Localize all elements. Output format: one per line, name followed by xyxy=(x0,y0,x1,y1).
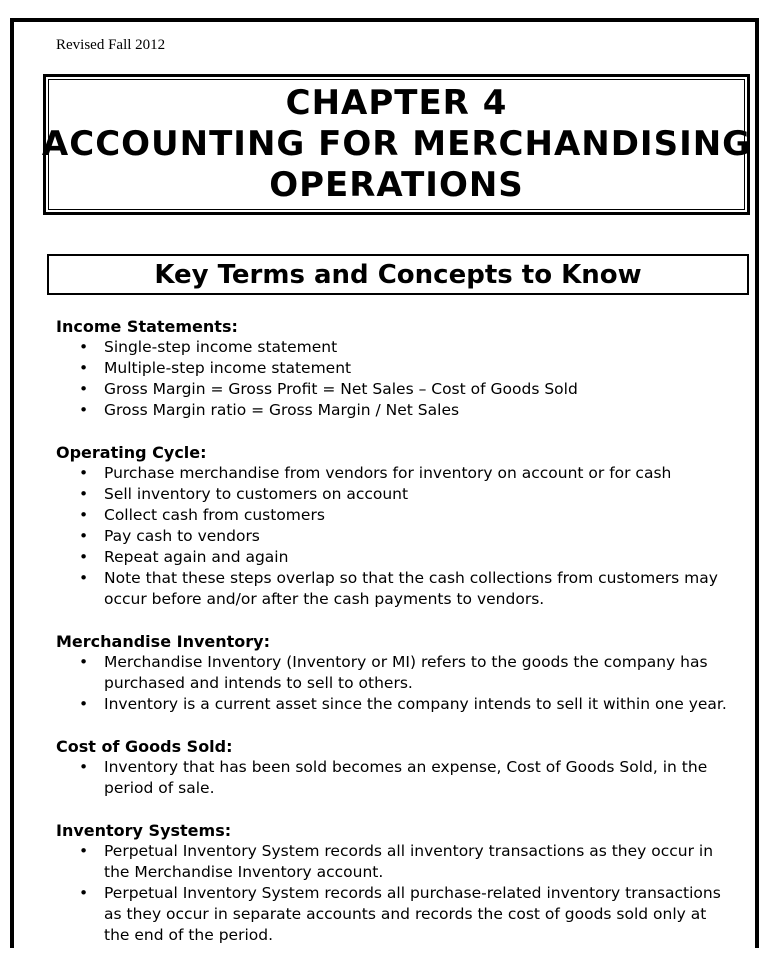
key-terms-content xyxy=(56,316,736,967)
list-item xyxy=(56,694,736,715)
chapter-title-inner xyxy=(41,79,752,210)
list-item-text: Single-step income statement xyxy=(104,338,338,356)
list-item xyxy=(56,337,736,358)
list-item xyxy=(56,568,736,610)
list-item xyxy=(56,400,736,421)
section-cost-of-goods-sold xyxy=(56,736,736,799)
bullet-icon: • xyxy=(79,695,89,713)
list-item xyxy=(56,484,736,505)
section-inventory-systems xyxy=(56,820,736,946)
bullet-icon: • xyxy=(79,506,89,524)
chapter-title-line: OPERATIONS xyxy=(269,165,524,205)
list-item-text: Pay cash to vendors xyxy=(104,527,260,545)
list-item-text: Multiple-step income statement xyxy=(104,359,352,377)
list-item xyxy=(56,526,736,547)
section-merchandise-inventory xyxy=(56,631,736,715)
section-income-statements xyxy=(56,316,736,421)
list-item xyxy=(56,547,736,568)
section-heading: Cost of Goods Sold: xyxy=(56,737,233,756)
section-heading: Merchandise Inventory: xyxy=(56,632,270,651)
list-item-text: Perpetual Inventory System records all purchase-related inventory transactions as they occur in separate accounts and records the cost of goods sold only at the end of the period. xyxy=(104,884,721,944)
chapter-number: CHAPTER 4 xyxy=(285,83,508,123)
chapter-title-box xyxy=(43,74,750,215)
revision-note: Revised Fall 2012 xyxy=(56,37,166,53)
list-item xyxy=(56,757,736,799)
list-item-text: Sell inventory to customers on account xyxy=(104,485,409,503)
list-item-text: Gross Margin = Gross Profit = Net Sales – Cost of Goods Sold xyxy=(104,380,578,398)
bullet-list xyxy=(56,757,736,799)
section-heading: Inventory Systems: xyxy=(56,821,232,840)
bullet-icon: • xyxy=(79,569,89,587)
section-heading: Income Statements: xyxy=(56,317,238,336)
list-item xyxy=(56,463,736,484)
list-item-text: Note that these steps overlap so that the cash collections from customers may occur before and/or after the cash payments to vendors. xyxy=(104,569,718,608)
bullet-icon: • xyxy=(79,758,89,776)
list-item xyxy=(56,379,736,400)
bullet-list xyxy=(56,463,736,610)
bullet-icon: • xyxy=(79,401,89,419)
key-terms-title: Key Terms and Concepts to Know xyxy=(154,259,642,290)
bullet-icon: • xyxy=(79,884,89,902)
document-page xyxy=(10,18,759,948)
bullet-icon: • xyxy=(79,338,89,356)
list-item xyxy=(56,883,736,946)
bullet-icon: • xyxy=(79,359,89,377)
bullet-icon: • xyxy=(79,485,89,503)
list-item-text: Purchase merchandise from vendors for inventory on account or for cash xyxy=(104,464,672,482)
bullet-icon: • xyxy=(79,527,89,545)
bullet-list xyxy=(56,337,736,421)
section-heading: Operating Cycle: xyxy=(56,443,207,462)
list-item-text: Inventory is a current asset since the company intends to sell it within one year. xyxy=(104,695,727,713)
bullet-icon: • xyxy=(79,464,89,482)
list-item-text: Gross Margin ratio = Gross Margin / Net Sales xyxy=(104,401,460,419)
bullet-list xyxy=(56,652,736,715)
list-item xyxy=(56,358,736,379)
list-item xyxy=(56,505,736,526)
bullet-icon: • xyxy=(79,653,89,671)
list-item-text: Collect cash from customers xyxy=(104,506,325,524)
bullet-icon: • xyxy=(79,380,89,398)
key-terms-box xyxy=(47,254,749,295)
bullet-icon: • xyxy=(79,548,89,566)
list-item xyxy=(56,841,736,883)
chapter-title-line: ACCOUNTING FOR MERCHANDISING xyxy=(41,124,752,164)
list-item-text: Merchandise Inventory (Inventory or MI) refers to the goods the company has purchased and intends to sell to others. xyxy=(104,653,708,692)
list-item-text: Inventory that has been sold becomes an expense, Cost of Goods Sold, in the period of sale. xyxy=(104,758,708,797)
list-item-text: Repeat again and again xyxy=(104,548,289,566)
section-operating-cycle xyxy=(56,442,736,610)
list-item-text: Perpetual Inventory System records all inventory transactions as they occur in the Merchandise Inventory account. xyxy=(104,842,714,881)
bullet-list xyxy=(56,841,736,946)
list-item xyxy=(56,652,736,694)
bullet-icon: • xyxy=(79,842,89,860)
